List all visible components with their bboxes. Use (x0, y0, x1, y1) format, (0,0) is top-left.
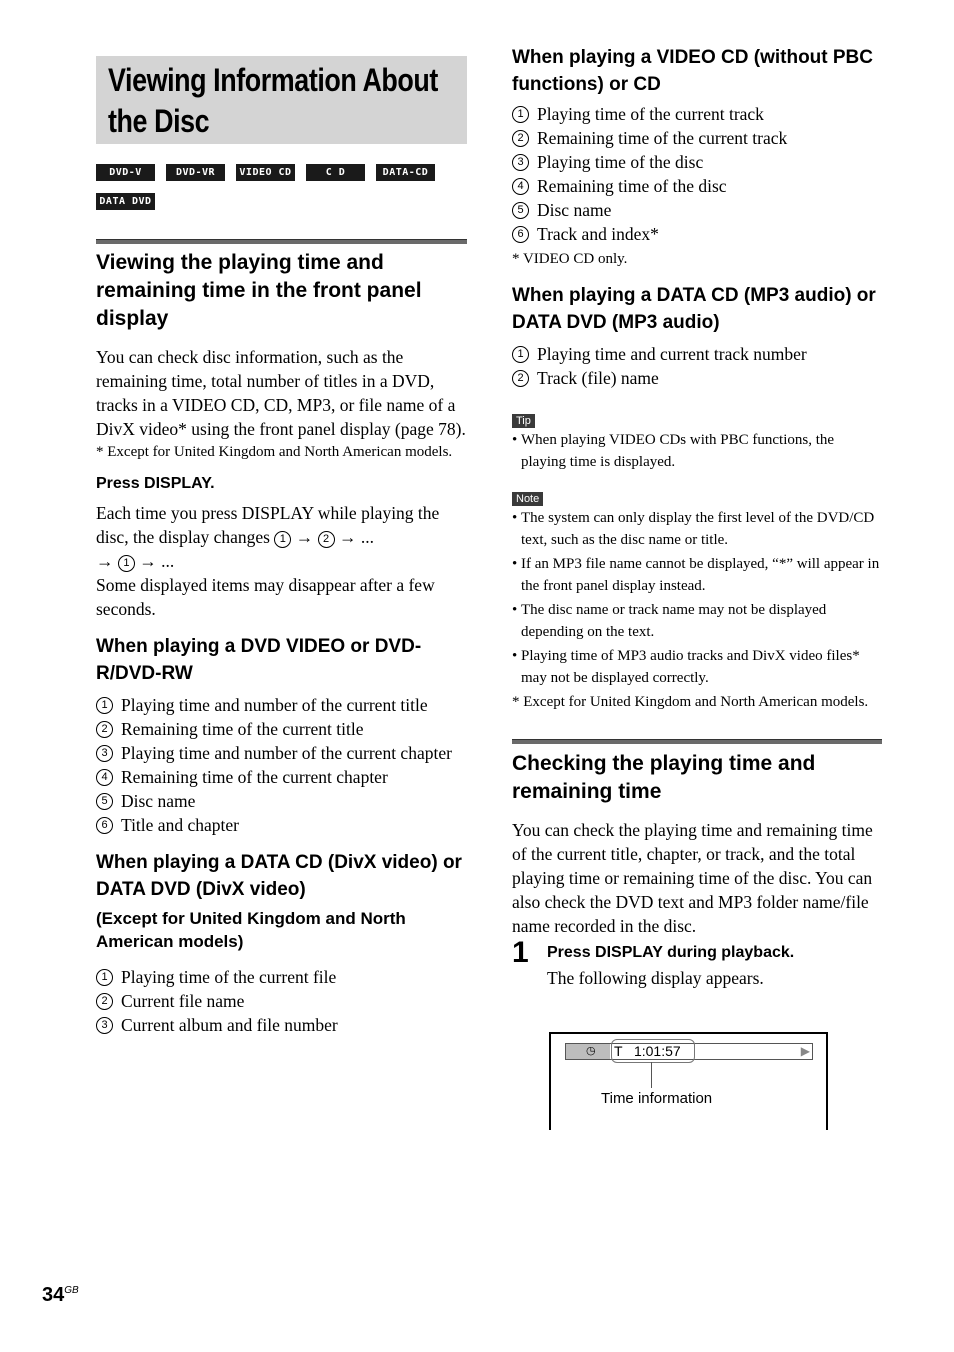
list-item-text: Disc name (537, 200, 612, 220)
list-item (96, 693, 467, 717)
left-column (96, 56, 467, 1037)
vcd-list (512, 102, 882, 246)
tip-list (512, 429, 882, 473)
list-item (512, 222, 882, 246)
list-item (96, 765, 467, 789)
arrow: → (338, 527, 357, 547)
list-item-text: Remaining time of the current title (121, 719, 364, 739)
list-item (96, 989, 467, 1013)
divx-heading: When playing a DATA CD (DivX video) or DATA DVD (DivX video) (96, 852, 462, 900)
tip-label: Tip (512, 414, 535, 428)
list-item (96, 717, 467, 741)
section-heading: Checking the playing time and remaining time (512, 752, 816, 803)
dvd-heading: When playing a DVD VIDEO or DVD-R/DVD-RW (96, 636, 422, 684)
page-suffix: GB (64, 1285, 79, 1296)
disc-badges (96, 164, 456, 210)
list-item-text: Current file name (121, 991, 245, 1011)
list-item-text: Title and chapter (121, 815, 239, 835)
circled-number: 4 (96, 769, 113, 786)
step-1 (512, 936, 882, 990)
play-icon: ▶ (800, 1044, 810, 1058)
list-item (512, 102, 882, 126)
page-title: Viewing Information About the Disc (108, 62, 438, 139)
vcd-heading: When playing a VIDEO CD (without PBC functions) or CD (512, 47, 873, 95)
list-item-text: Playing time and number of the current title (121, 695, 428, 715)
list-item: • The system can only display the first level of the DVD/CD text, such as the disc name or title. (512, 507, 882, 551)
page-number (42, 1284, 79, 1307)
callout-frame (611, 1039, 695, 1063)
section-rule (512, 739, 882, 744)
list-item (512, 198, 882, 222)
list-item (96, 1013, 467, 1037)
list-item: • If an MP3 file name cannot be displayed, “*” will appear in the front panel display instead. (512, 553, 882, 597)
list-item-text: Current album and file number (121, 1015, 338, 1035)
footnote: * Except for United Kingdom and North American models. (96, 444, 453, 460)
list-item-text: Remaining time of the current track (537, 128, 788, 148)
list-item (96, 789, 467, 813)
list-item (512, 126, 882, 150)
ellipsis: ... (161, 551, 175, 571)
note-list (512, 507, 882, 689)
badge-dvd-vr: DVD-VR (166, 164, 225, 181)
display-cycle-text (96, 501, 467, 573)
arrow: → (295, 527, 314, 547)
display-cycle-lead: Each time you press DISPLAY while playing the disc, the display changes (96, 503, 440, 547)
circled-number: 3 (512, 154, 529, 171)
circled-number: 1 (512, 106, 529, 123)
circled-number: 1 (96, 697, 113, 714)
list-item: • When playing VIDEO CDs with PBC functions, the playing time is displayed. (512, 429, 882, 473)
list-item-text: Playing time of the current track (537, 104, 764, 124)
section-intro: You can check the playing time and remaining time of the current title, chapter, or track, and the total playing time or remaining time of the disc. You can also check the DVD text and MP3 folder name/file name recorded in the disc. (512, 820, 873, 936)
circled-number: 2 (96, 993, 113, 1010)
divx-list (96, 965, 467, 1037)
circled-number: 5 (96, 793, 113, 810)
page-number-value: 34 (42, 1284, 65, 1306)
list-item (512, 342, 882, 366)
list-item-text: Playing time of the disc (537, 152, 704, 172)
step-heading: Press DISPLAY during playback. (547, 944, 795, 961)
mp3-list (512, 342, 882, 390)
note-block (512, 489, 882, 713)
list-item-text: Playing time and current track number (537, 344, 807, 364)
list-item-text: Playing time of the current file (121, 967, 337, 987)
circled-number: 2 (512, 130, 529, 147)
circled-number: 1 (96, 969, 113, 986)
callout-line (651, 1062, 652, 1088)
note-label: Note (512, 492, 543, 506)
circled-1: 1 (118, 555, 135, 572)
badge-video-cd: VIDEO CD (236, 164, 295, 181)
time-readout: T 1:01:57 (614, 1043, 681, 1059)
circled-number: 3 (96, 745, 113, 762)
circled-1: 1 (274, 531, 291, 548)
ellipsis: ... (360, 527, 374, 547)
list-item-text: Remaining time of the disc (537, 176, 727, 196)
display-illustration (549, 1032, 828, 1130)
note-footnote: * Except for United Kingdom and North American models. (512, 694, 869, 710)
list-item-text: Remaining time of the current chapter (121, 767, 388, 787)
right-column (512, 44, 882, 990)
tip-block (512, 411, 882, 473)
circled-number: 4 (512, 178, 529, 195)
circled-number: 1 (512, 346, 529, 363)
list-item-text: Disc name (121, 791, 196, 811)
arrow: → (139, 551, 157, 571)
badge-data-cd: DATA-CD (376, 164, 435, 181)
title-box (96, 56, 467, 144)
dvd-list (96, 693, 467, 837)
list-item (512, 366, 882, 390)
list-item-text: Track and index* (537, 224, 659, 244)
step-number: 1 (512, 936, 529, 969)
list-item (512, 150, 882, 174)
mp3-heading: When playing a DATA CD (MP3 audio) or DATA DVD (MP3 audio) (512, 285, 876, 333)
list-item-text: Playing time and number of the current chapter (121, 743, 452, 763)
list-item-text: Track (file) name (537, 368, 659, 388)
step-text: The following display appears. (547, 968, 764, 988)
circled-number: 5 (512, 202, 529, 219)
list-item: • Playing time of MP3 audio tracks and DivX video files* may not be displayed correctly. (512, 645, 882, 689)
arrow: → (96, 551, 114, 571)
callout-label: Time information (601, 1090, 713, 1107)
section-heading: Viewing the playing time and remaining time in the front panel display (96, 251, 422, 330)
list-item: • The disc name or track name may not be displayed depending on the text. (512, 599, 882, 643)
badge-data-dvd: DATA DVD (96, 193, 155, 210)
circled-number: 2 (96, 721, 113, 738)
badge-cd: C D (306, 164, 365, 181)
circled-number: 6 (96, 817, 113, 834)
instruction-heading: Press DISPLAY. (96, 475, 215, 492)
badge-dvd-v: DVD-V (96, 164, 155, 181)
vcd-footnote: * VIDEO CD only. (512, 251, 628, 267)
circled-number: 3 (96, 1017, 113, 1034)
list-item (512, 174, 882, 198)
list-item (96, 813, 467, 837)
circled-number: 6 (512, 226, 529, 243)
list-item (96, 741, 467, 765)
disc-icon: ◷ (586, 1045, 596, 1057)
divx-subheading: (Except for United Kingdom and North American models) (96, 909, 406, 951)
disappear-note: Some displayed items may disappear after a few seconds. (96, 575, 435, 619)
circled-number: 2 (512, 370, 529, 387)
section-intro: You can check disc information, such as the remaining time, total number of titles in a DVD, tracks in a VIDEO CD, CD, MP3, or file name of a DivX video* using the front panel display (page 78). (96, 347, 466, 439)
section-rule (96, 239, 467, 244)
list-item (96, 965, 467, 989)
circled-2: 2 (318, 531, 335, 548)
